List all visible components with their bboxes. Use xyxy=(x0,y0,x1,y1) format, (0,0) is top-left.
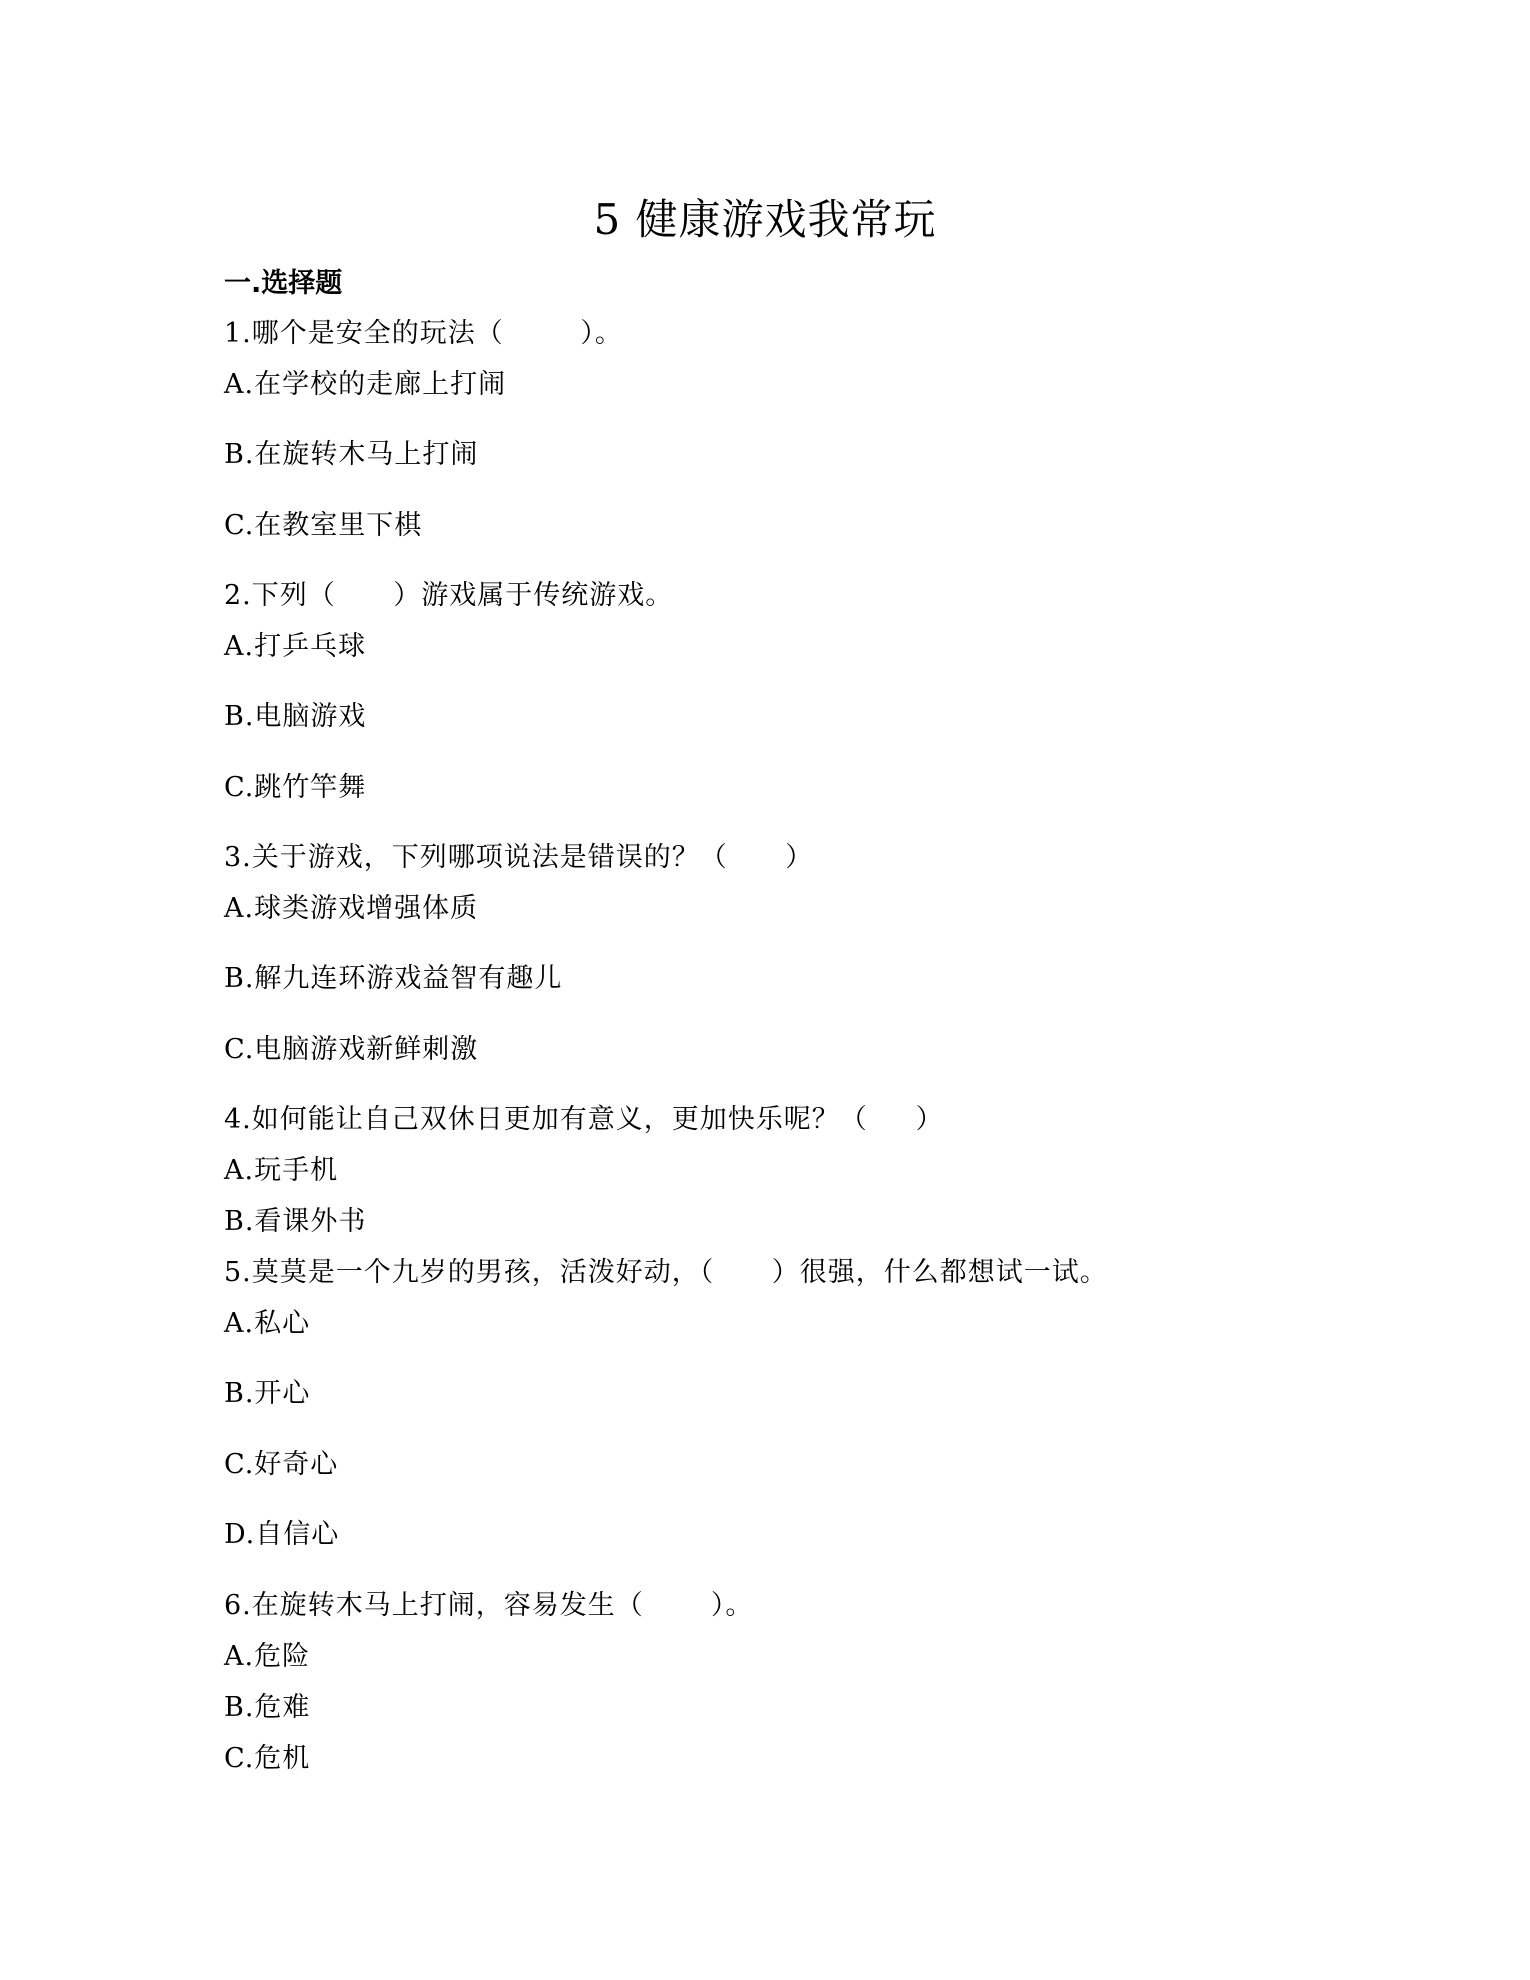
question-5-option-c: C.好奇心 xyxy=(224,1449,339,1480)
question-5-option-d: D.自信心 xyxy=(224,1519,340,1550)
question-6-option-a: A.危险 xyxy=(224,1641,311,1672)
question-4-option-a: A.玩手机 xyxy=(224,1155,339,1186)
question-6-stem: 6.在旋转木马上打闹，容易发生（ ）。 xyxy=(224,1590,754,1621)
question-1-option-b: B.在旋转木马上打闹 xyxy=(224,439,479,470)
question-1-stem: 1.哪个是安全的玩法（ ）。 xyxy=(224,318,623,349)
question-5-stem: 5.莫莫是一个九岁的男孩，活泼好动，（ ）很强，什么都想试一试。 xyxy=(224,1257,1108,1288)
question-3-option-b: B.解九连环游戏益智有趣儿 xyxy=(224,963,563,994)
question-3-option-a: A.球类游戏增强体质 xyxy=(224,893,479,924)
question-3-option-c: C.电脑游戏新鲜刺激 xyxy=(224,1034,479,1065)
question-5-option-a: A.私心 xyxy=(224,1308,311,1339)
section-heading: 一.选择题 xyxy=(224,268,343,299)
question-4-stem: 4.如何能让自己双休日更加有意义，更加快乐呢？（ ） xyxy=(224,1104,944,1135)
page-title: 5 健康游戏我常玩 xyxy=(593,195,937,244)
question-6-option-c: C.危机 xyxy=(224,1743,311,1774)
question-6-option-b: B.危难 xyxy=(224,1692,311,1723)
question-2-option-b: B.电脑游戏 xyxy=(224,701,367,732)
question-2-stem: 2.下列（ ）游戏属于传统游戏。 xyxy=(224,580,674,611)
question-2-option-a: A.打乒乓球 xyxy=(224,631,367,662)
question-2-option-c: C.跳竹竿舞 xyxy=(224,772,367,803)
question-4-option-b: B.看课外书 xyxy=(224,1206,367,1237)
question-5-option-b: B.开心 xyxy=(224,1378,311,1409)
question-1-option-c: C.在教室里下棋 xyxy=(224,510,423,541)
question-1-option-a: A.在学校的走廊上打闹 xyxy=(224,369,507,400)
question-3-stem: 3.关于游戏，下列哪项说法是错误的？（ ） xyxy=(224,842,814,873)
